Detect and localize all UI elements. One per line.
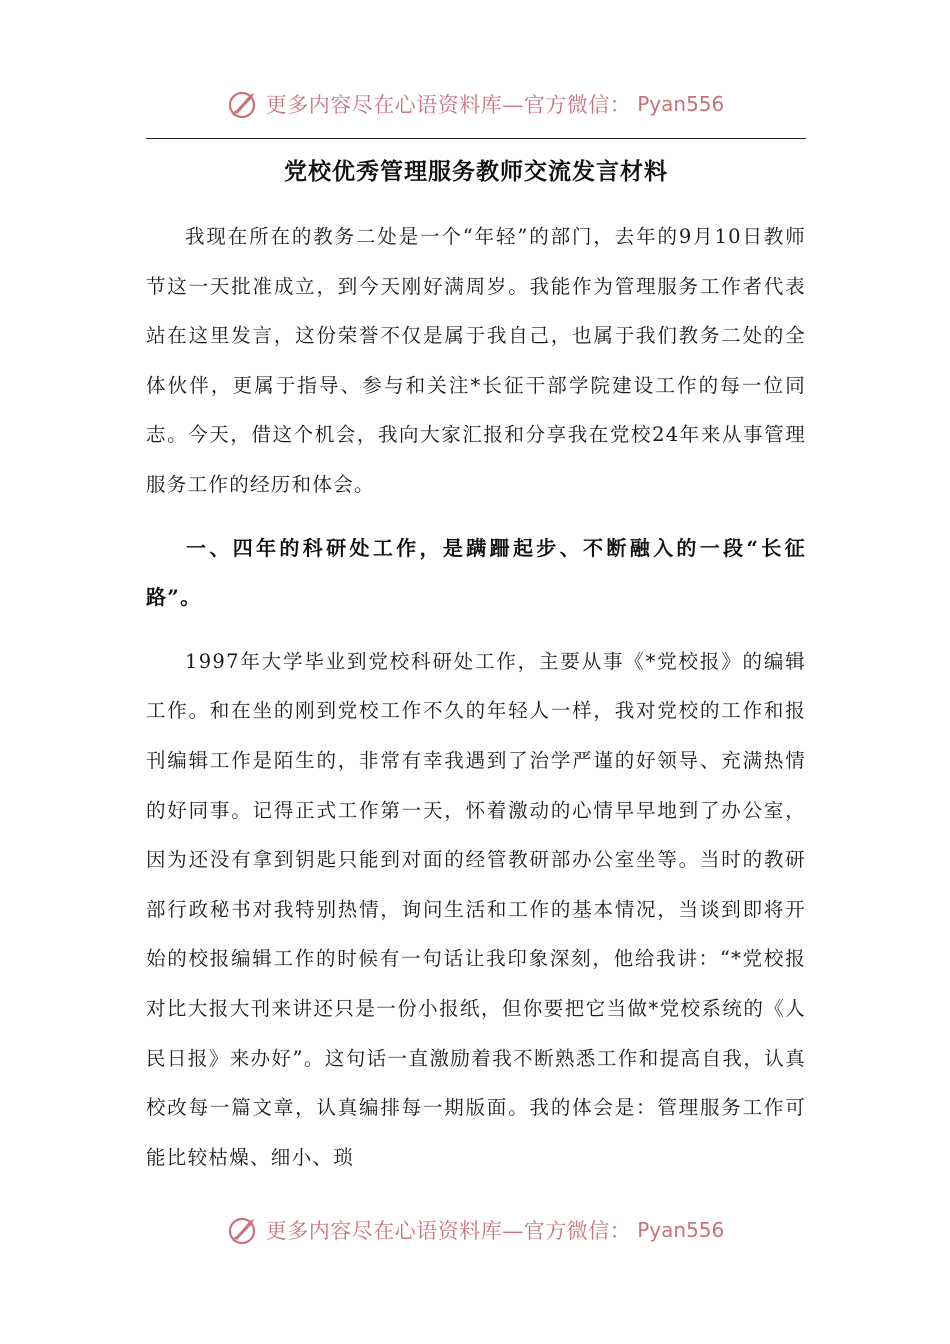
paragraph-intro: 我现在所在的教务二处是一个“年轻”的部门，去年的9月10日教师节这一天批准成立，到今天刚好满周岁。我能作为管理服务工作者代表站在这里发言，这份荣誉不仅是属于我自己，也属于我们教务二处的全体伙伴，更属于指导、参与和关注*长征干部学院建设工作的每一位同志。今天，借这个机会，我向大家汇报和分享我在党校24年来从事管理服务工作的经历和体会。 <box>146 225 806 496</box>
banner-text: 更多内容尽在心语资料库—官方微信： <box>265 1219 632 1243</box>
quill-pen-logo-icon <box>226 87 260 121</box>
footer-banner <box>0 1208 950 1252</box>
document-title: 党校优秀管理服务教师交流发言材料 <box>284 158 668 185</box>
document-body <box>146 212 806 1182</box>
section-heading-1: 一、四年的科研处工作，是蹒跚起步、不断融入的一段“长征路”。 <box>146 535 806 610</box>
header-banner <box>0 82 950 126</box>
paragraph-section-1: 1997年大学毕业到党校科研处工作，主要从事《*党校报》的编辑工作。和在坐的刚到党校工作不久的年轻人一样，我对党校的工作和报刊编辑工作是陌生的，非常有幸我遇到了治学严谨的好领导、充满热情的好同事。记得正式工作第一天，怀着激动的心情早早地到了办公室，因为还没有拿到钥匙只能到对面的经管教研部办公室坐等。当时的教研部行政秘书对我特别热情，询问生活和工作的基本情况，当谈到即将开始的校报编辑工作的时候有一句话让我印象深刻，他给我讲：“*党校报对比大报大刊来讲还只是一份小报纸，但你要把它当做*党校系统的《人民日报》来办好”。这句话一直激励着我不断熟悉工作和提高自我，认真校改每一篇文章，认真编排每一期版面。我的体会是：管理服务工作可能比较枯燥、细小、琐 <box>146 649 806 1169</box>
banner-wechat-id: Pyan556 <box>637 1218 725 1242</box>
banner-text: 更多内容尽在心语资料库—官方微信： <box>265 93 632 117</box>
quill-pen-logo-icon <box>226 1213 260 1247</box>
banner-wechat-id: Pyan556 <box>637 92 725 116</box>
header-divider <box>146 138 806 139</box>
